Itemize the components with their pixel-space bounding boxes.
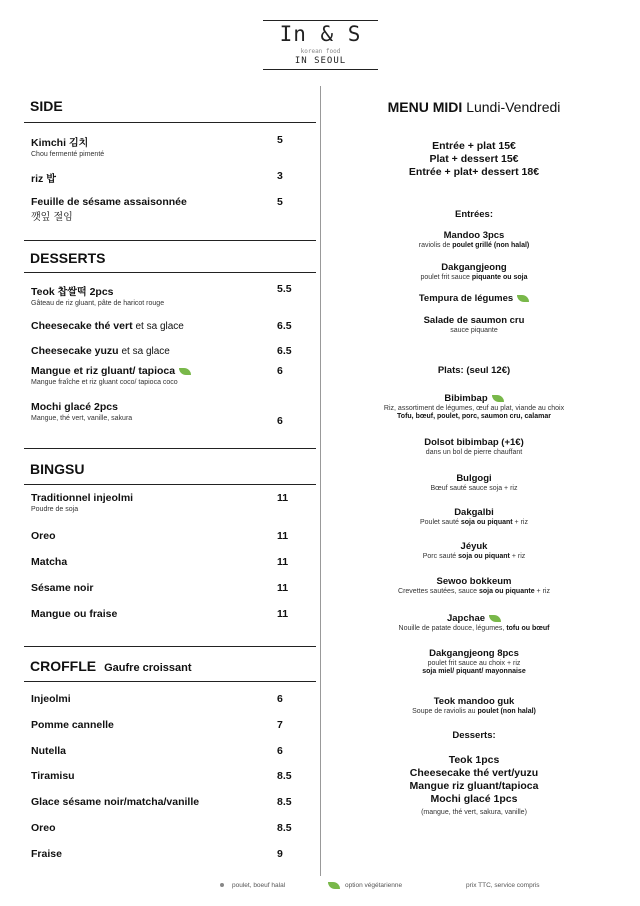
- item-desc: Gâteau de riz gluant, pâte de haricot rouge: [31, 300, 165, 307]
- section-rule: [24, 448, 316, 449]
- section-title-side: SIDE: [30, 98, 63, 114]
- menu-item: [31, 608, 301, 620]
- item-name: Teok: [31, 286, 55, 298]
- dessert-midi-note: (mangue, thé vert, sakura, vanille): [421, 809, 527, 816]
- item-name: riz: [31, 173, 44, 185]
- formula: Plat + dessert 15€: [429, 153, 519, 165]
- logo-top-line: [263, 20, 378, 21]
- item-qty: 2pcs: [89, 286, 114, 298]
- plat-item: [324, 648, 624, 675]
- plat-desc: Soupe de raviolis au: [412, 708, 478, 715]
- menu-item: [31, 320, 301, 332]
- item-name: Fraise: [31, 848, 62, 860]
- section-rule: [24, 122, 316, 123]
- menu-item: [31, 582, 301, 594]
- item-name: Sésame noir: [31, 582, 94, 594]
- dot-icon: [220, 883, 224, 887]
- item-price: 8.5: [277, 796, 292, 808]
- item-price: 6.5: [277, 320, 292, 332]
- item-price: 11: [277, 530, 289, 542]
- plat-name: Bibimbap: [444, 393, 488, 404]
- section-rule: [24, 240, 316, 241]
- item-price: 3: [277, 170, 283, 182]
- item-name: Matcha: [31, 556, 68, 568]
- plat-desc-post: + riz: [509, 553, 526, 560]
- menu-item: [31, 492, 301, 513]
- item-suffix: et sa glace: [121, 346, 170, 357]
- plat-item: [324, 696, 624, 715]
- section-rule: [24, 681, 316, 682]
- item-korean: 찹쌀떡: [57, 287, 87, 298]
- item-name: Mangue ou fraise: [31, 608, 118, 620]
- menu-item: [31, 170, 301, 185]
- entree-item: [324, 262, 624, 281]
- leaf-icon: [492, 395, 504, 402]
- entrees-title: Entrées:: [454, 209, 493, 220]
- entree-name: Salade de saumon cru: [423, 315, 525, 326]
- section-title-croffle: [30, 658, 192, 674]
- entree-name: Dakgangjeong: [441, 262, 507, 273]
- plat-desc: Porc sauté: [422, 553, 459, 560]
- section-rule: [24, 646, 316, 647]
- menu-item: [31, 745, 301, 757]
- item-price: 9: [277, 848, 283, 860]
- plat-desc: Riz, assortiment de légumes, œuf au plat, viande au choix: [383, 405, 565, 412]
- plat-desc: Poulet sauté: [420, 519, 461, 526]
- menu-item: [31, 365, 301, 386]
- footer-halal-label: poulet, boeuf halal: [232, 882, 286, 889]
- menu-item: [31, 848, 301, 860]
- item-name: Kimchi: [31, 137, 67, 149]
- item-price: 6.5: [277, 345, 292, 357]
- item-price: 5: [277, 196, 283, 208]
- item-price: 6: [277, 745, 283, 757]
- item-price: 5.5: [277, 283, 292, 295]
- plat-name: Dakgangjeong 8pcs: [429, 648, 519, 659]
- plat-item: [324, 541, 624, 560]
- plat-desc-bold: soja ou piquante: [478, 588, 535, 595]
- menu-item: [31, 556, 301, 568]
- menu-item: [31, 401, 301, 422]
- plat-desc: Bœuf sauté sauce soja + riz: [430, 485, 518, 492]
- menu-item: [31, 134, 301, 158]
- dessert-midi-item: Cheesecake thé vert/yuzu: [409, 767, 539, 779]
- item-name: Cheesecake thé vert: [31, 320, 133, 332]
- item-korean: 김치: [68, 138, 89, 149]
- item-price: 5: [277, 134, 283, 146]
- plat-name: Bulgogi: [456, 473, 492, 484]
- menu-item: [31, 283, 301, 307]
- item-price: 6: [277, 415, 283, 427]
- footer-prices: prix TTC, service compris: [466, 882, 540, 889]
- item-name: Cheesecake yuzu: [31, 345, 119, 357]
- menu-item: [31, 196, 301, 223]
- item-price: 11: [277, 492, 289, 504]
- plats-title: Plats: (seul 12€): [437, 365, 511, 376]
- menu-item: [31, 345, 301, 357]
- entree-item: [324, 315, 624, 334]
- item-name: Tiramisu: [31, 770, 75, 782]
- plat-desc: dans un bol de pierre chauffant: [425, 449, 523, 456]
- item-price: 7: [277, 719, 283, 731]
- plat-desc-bold: soja miel/ piquant/ mayonnaise: [422, 668, 526, 675]
- item-name: Traditionnel injeolmi: [31, 492, 134, 504]
- dessert-midi-item: Mangue riz gluant/tapioca: [409, 780, 539, 792]
- item-desc: Poudre de soja: [31, 506, 79, 513]
- entree-desc-bold: poulet grillé (non halal): [452, 242, 530, 249]
- plat-name: Teok mandoo guk: [433, 696, 515, 707]
- column-divider: [320, 86, 321, 876]
- leaf-icon: [179, 368, 191, 375]
- plat-desc: Crevettes sautées, sauce: [398, 588, 479, 595]
- entree-name: Mandoo 3pcs: [443, 230, 505, 241]
- item-price: 11: [277, 582, 289, 594]
- plat-desc: Nouille de patate douce, légumes,: [398, 625, 507, 632]
- plat-desc: poulet frit sauce au choix + riz: [427, 660, 521, 667]
- menu-midi-label: MENU MIDI: [387, 99, 463, 115]
- menu-item: [31, 796, 301, 808]
- leaf-icon: [489, 615, 501, 622]
- item-name: Mangue et riz gluant/ tapioca: [31, 365, 176, 377]
- item-desc: Chou fermenté pimenté: [31, 151, 105, 158]
- entree-desc: sauce piquante: [450, 327, 498, 334]
- plat-name: Jéyuk: [460, 541, 488, 552]
- plat-item: [324, 613, 624, 632]
- footer-veg: [328, 882, 402, 889]
- item-suffix: et sa glace: [135, 321, 184, 332]
- item-price: 6: [277, 693, 283, 705]
- menu-item: [31, 770, 301, 782]
- item-desc: Mangue fraîche et riz gluant coco/ tapioca coco: [31, 379, 178, 386]
- entree-item: [324, 230, 624, 249]
- item-name: Oreo: [31, 530, 56, 542]
- dessert-midi-item: Teok 1pcs: [448, 754, 500, 766]
- plat-desc-bold: Tofu, bœuf, poulet, porc, saumon cru, calamar: [397, 413, 551, 420]
- item-price: 8.5: [277, 770, 292, 782]
- menu-midi-title: [324, 99, 624, 115]
- croffle-subtitle: Gaufre croissant: [104, 662, 192, 674]
- menu-item: [31, 822, 301, 834]
- entree-name: Tempura de légumes: [418, 293, 514, 304]
- formula: Entrée + plat+ dessert 18€: [408, 166, 540, 178]
- section-rule: [24, 272, 316, 273]
- item-name: Feuille de sésame assaisonnée: [31, 196, 187, 208]
- entree-desc: raviolis de: [418, 242, 453, 249]
- footer-veg-label: option végétarienne: [345, 882, 403, 890]
- logo-main: In & S: [279, 22, 362, 46]
- item-name: Pomme cannelle: [31, 719, 114, 731]
- plat-desc-post: + riz: [534, 588, 550, 595]
- plat-item: [324, 393, 624, 420]
- entree-desc: poulet frit sauce: [420, 274, 472, 281]
- item-korean: 깻잎 절임: [31, 212, 73, 223]
- plat-name: Dolsot bibimbap (+1€): [424, 437, 524, 448]
- leaf-icon: [328, 882, 340, 889]
- section-rule: [24, 484, 316, 485]
- plat-desc-bold: poulet (non halal): [477, 708, 536, 715]
- item-korean: 밥: [46, 174, 56, 185]
- item-name: Oreo: [31, 822, 56, 834]
- plat-name: Dakgalbi: [454, 507, 494, 518]
- logo-city: IN SEOUL: [294, 56, 347, 66]
- plat-item: [324, 507, 624, 526]
- menu-midi-days: Lundi-Vendredi: [466, 99, 561, 115]
- item-price: 8.5: [277, 822, 292, 834]
- item-price: 11: [277, 608, 289, 620]
- plat-desc-bold: soja ou piquant: [460, 519, 513, 526]
- plat-desc-bold: tofu ou bœuf: [506, 625, 550, 632]
- plat-desc-bold: soja ou piquant: [458, 553, 510, 560]
- plat-item: [324, 576, 624, 595]
- menu-item: [31, 530, 301, 542]
- section-title-desserts: DESSERTS: [30, 250, 106, 266]
- plat-name: Japchae: [446, 613, 486, 624]
- entree-item: [324, 293, 624, 304]
- plat-name: Sewoo bokkeum: [436, 576, 512, 587]
- footer-halal: [220, 882, 285, 889]
- item-name: Nutella: [31, 745, 67, 757]
- formula: Entrée + plat 15€: [432, 140, 516, 152]
- item-name: Glace sésame noir/matcha/vanille: [31, 796, 200, 808]
- leaf-icon: [517, 295, 529, 302]
- menu-item: [31, 719, 301, 731]
- section-title-bingsu: BINGSU: [30, 461, 85, 477]
- item-desc: Mangue, thé vert, vanille, sakura: [31, 415, 133, 422]
- entree-desc-bold: piquante ou soja: [471, 274, 528, 281]
- logo-sub: korean food: [300, 48, 341, 55]
- item-price: 6: [277, 365, 283, 377]
- plat-desc-post: + riz: [512, 519, 528, 526]
- plat-item: [324, 437, 624, 456]
- plat-item: [324, 473, 624, 492]
- croffle-title: CROFFLE: [30, 658, 97, 674]
- item-name: Injeolmi: [31, 693, 71, 705]
- item-name: Mochi glacé 2pcs: [31, 401, 118, 413]
- dessert-midi-item: Mochi glacé 1pcs: [430, 793, 518, 805]
- logo: [263, 20, 378, 70]
- logo-bottom-line: [263, 69, 378, 70]
- item-price: 11: [277, 556, 289, 568]
- desserts-midi-title: Desserts:: [452, 730, 496, 741]
- menu-item: [31, 693, 301, 705]
